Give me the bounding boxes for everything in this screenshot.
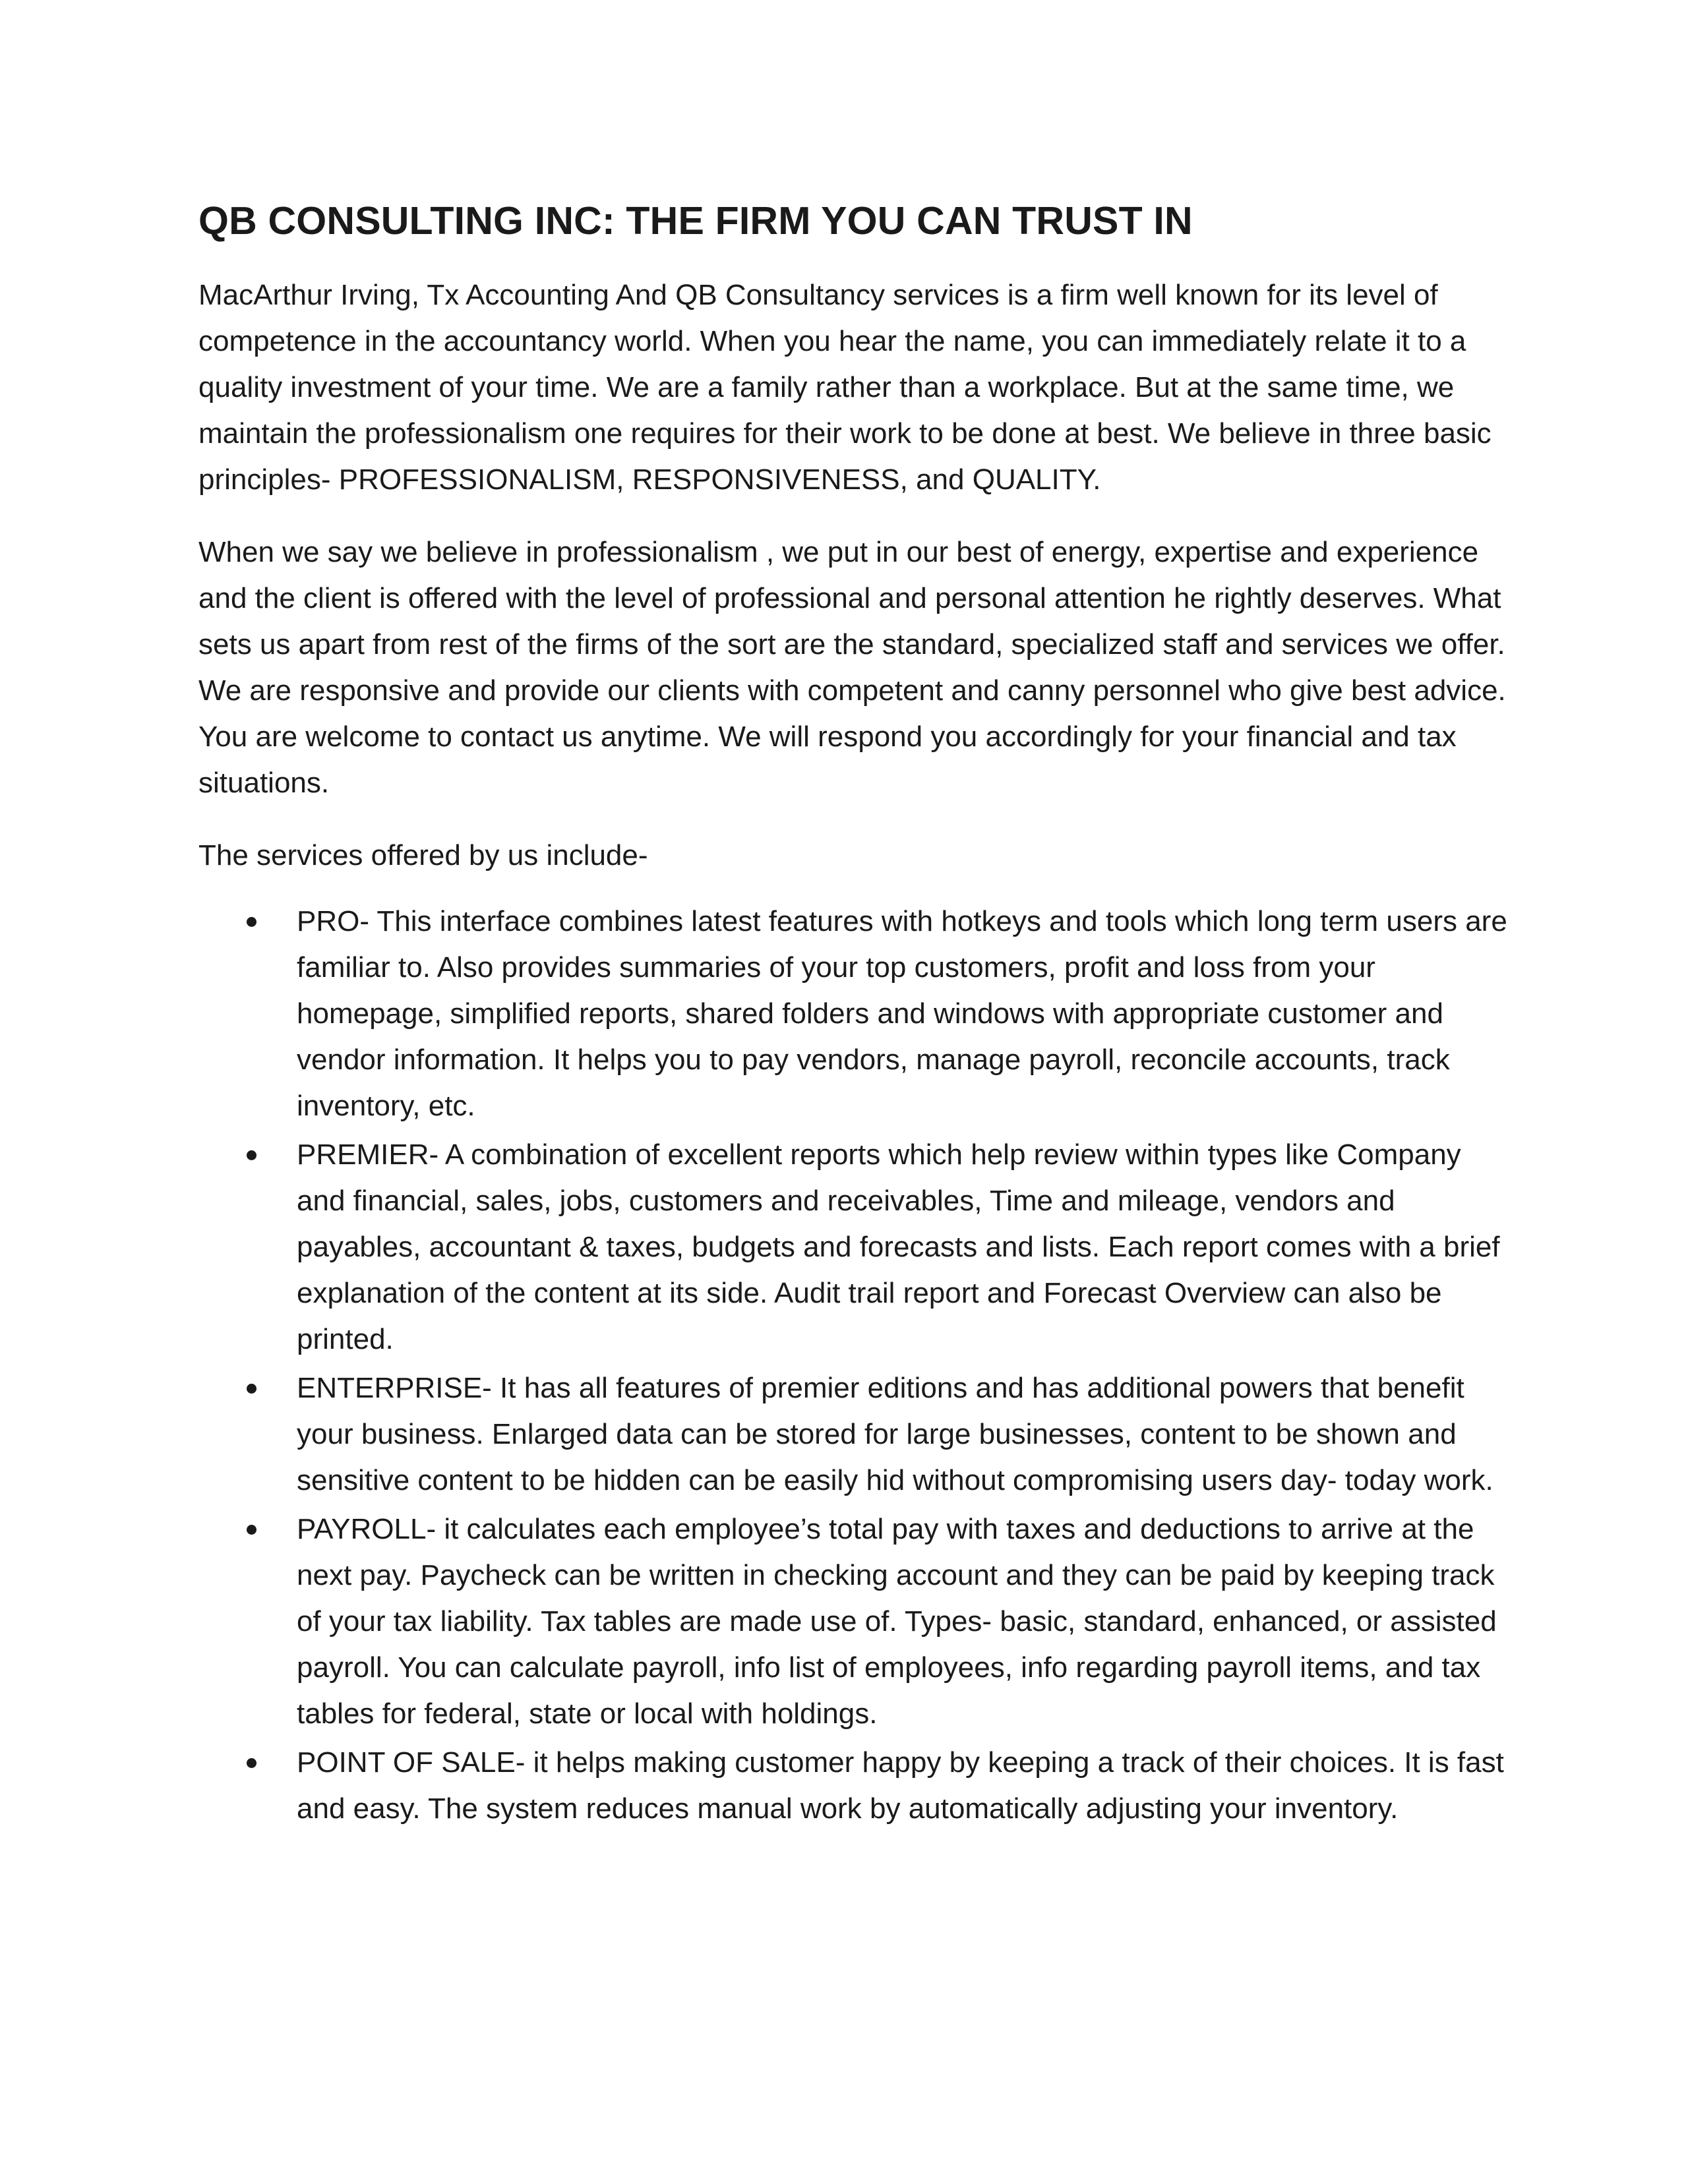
bullet-icon — [247, 1758, 256, 1768]
document-page — [198, 198, 1511, 1835]
service-text-premier: PREMIER- A combination of excellent reports which help review within types like Company and financial, sales, jobs, customers and receivables, Time and mileage, vendors and payables, accountant & taxes, budgets and forecasts and lists. Each report comes with a brief explanation of the content at its side. Audit trail report and Forecast Overview can also be printed. — [297, 1138, 1500, 1355]
list-item — [198, 1132, 1511, 1363]
service-text-payroll: PAYROLL- it calculates each employee’s total pay with taxes and deductions to arrive at the next pay. Paycheck can be written in checking account and they can be paid by keeping track of your tax liability. Tax tables are made use of. Types- basic, standard, enhanced, or assisted payroll. You can calculate payroll, info list of employees, info regarding payroll items, and tax tables for federal, state or local with holdings. — [297, 1512, 1497, 1730]
service-text-pro: PRO- This interface combines latest features with hotkeys and tools which long term users are familiar to. Also provides summaries of your top customers, profit and loss from your homepage, simplified reports, shared folders and windows with appropriate customer and vendor information. It helps you to pay vendors, manage payroll, reconcile accounts, track inventory, etc. — [297, 904, 1507, 1122]
service-text-enterprise: ENTERPRISE- It has all features of premier editions and has additional powers that benefit your business. Enlarged data can be stored for large businesses, content to be shown and sensitive content to be hidden can be easily hid without compromising users day- today work. — [297, 1371, 1493, 1496]
document-title: QB CONSULTING INC: THE FIRM YOU CAN TRUST IN — [198, 199, 1193, 243]
professionalism-paragraph: When we say we believe in professionalism , we put in our best of energy, expertise and experience and the client is offered with the level of professional and personal attention he rightly deserves. What sets us apart from rest of the firms of the sort are the standard, specialized staff and services we offer. We are responsive and provide our clients with competent and canny personnel who give best advice. You are welcome to contact us anytime. We will respond you accordingly for your financial and tax situations. — [198, 535, 1506, 799]
list-item — [198, 1740, 1511, 1832]
services-intro-paragraph: The services offered by us include- — [198, 839, 648, 871]
bullet-icon — [247, 1150, 256, 1160]
list-item — [198, 899, 1511, 1129]
bullet-icon — [247, 1384, 256, 1394]
bullet-icon — [247, 917, 256, 927]
bullet-icon — [247, 1525, 256, 1535]
intro-paragraph: MacArthur Irving, Tx Accounting And QB Consultancy services is a firm well known for its level of competence in the accountancy world. When you hear the name, you can immediately relate it to a quality investment of your time. We are a family rather than a workplace. But at the same time, we maintain the professionalism one requires for their work to be done at best. We believe in three basic principles- PROFESSIONALISM, RESPONSIVENESS, and QUALITY. — [198, 278, 1492, 496]
list-item — [198, 1365, 1511, 1504]
service-text-point-of-sale: POINT OF SALE- it helps making customer happy by keeping a track of their choices. It is fast and easy. The system reduces manual work by automatically adjusting your inventory. — [297, 1746, 1504, 1825]
services-list — [198, 899, 1511, 1832]
list-item — [198, 1506, 1511, 1737]
